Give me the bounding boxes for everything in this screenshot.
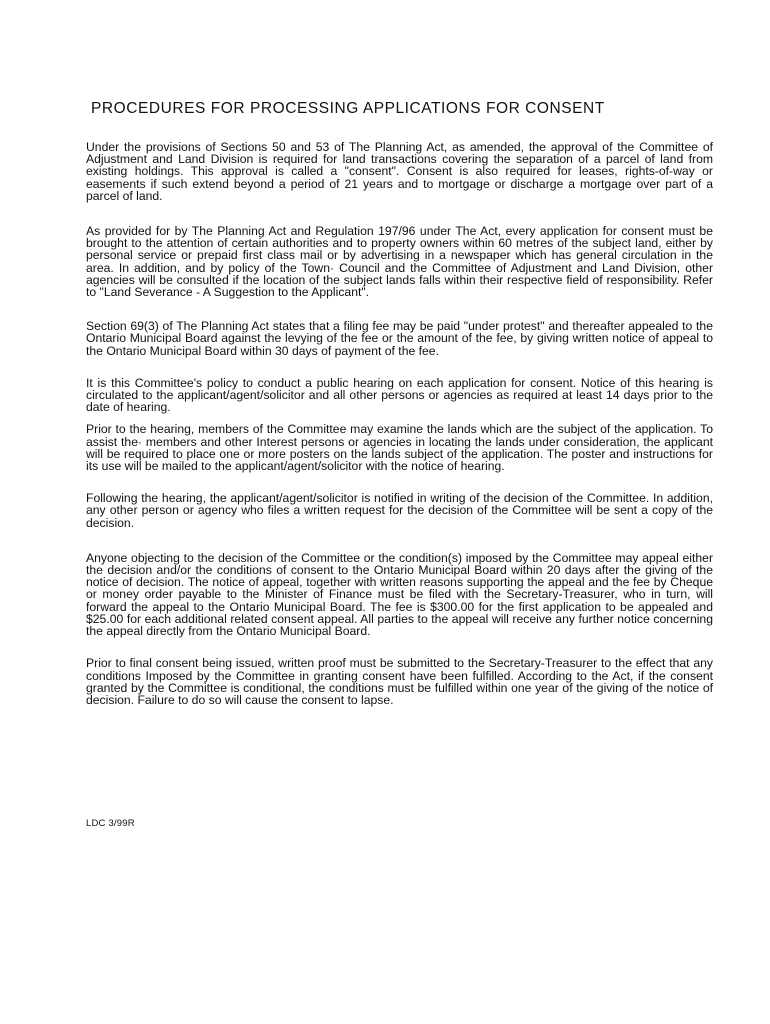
- paragraph-public-hearing: It is this Committee's policy to conduct a public hearing on each application for consent. Notice of this hearing is circulated to the applicant/agent/solicitor and all other persons or agencies as required at least 14 days prior to the date of hearing.: [86, 375, 713, 415]
- paragraph-final-consent: Prior to final consent being issued, written proof must be submitted to the Secretary-Treasurer to the effect that any conditions Imposed by the Committee in granting consent have been fulfilled. According to the Act, if the consent granted by the Committee is conditional, the conditions must be fulfilled within one year of the giving of the notice of decision. Failure to do so will cause the consent to lapse.: [86, 656, 713, 707]
- paragraph-site-examination: Prior to the hearing, members of the Committee may examine the lands which are the subject of the application. To assist the· members and other Interest persons or agencies in locating the lands under consideration, the applicant will be required to place one or more posters on the lands subject of the application. The poster and instructions for its use will be mailed to the applicant/agent/solicitor with the notice of hearing.: [86, 422, 713, 474]
- form-code: LDC 3/99R: [86, 818, 135, 829]
- paragraph-notification: As provided for by The Planning Act and Regulation 197/96 under The Act, every application for consent must be brought to the attention of certain authorities and to property owners within 60 metres of the subject land, either by personal service or prepaid first class mail or by advertising in a newspaper which has general circulation in the area. In addition, and by policy of the Town· Council and the Committee of Adjustment and Land Division, other agencies will be consulted if the location of the subject lands falls within their respective field of responsibility. Refer to "Land Severance - A Suggestion to the Applicant".: [86, 224, 713, 300]
- document-body: [86, 141, 713, 706]
- paragraph-filing-fee: Section 69(3) of The Planning Act states that a filing fee may be paid "under protest" and thereafter appealed to the Ontario Municipal Board against the levying of the fee or the amount of the fee, by giving written notice of appeal to the Ontario Municipal Board within 30 days of payment of the fee.: [86, 319, 713, 358]
- paragraph-consent-requirements: Under the provisions of Sections 50 and 53 of The Planning Act, as amended, the approval of the Committee of Adjustment and Land Division is required for land transactions covering the separation of a parcel of land from existing holdings. This approval is called a "consent". Consent is also required for leases, rights-of-way or easements if such extend beyond a period of 21 years and to mortgage or discharge a mortgage over part of a parcel of land.: [86, 140, 713, 203]
- paragraph-decision-notice: Following the hearing, the applicant/agent/solicitor is notified in writing of the decision of the Committee. In addition, any other person or agency who files a written request for the decision of the Committee will be sent a copy of the decision.: [86, 491, 713, 530]
- document-title: PROCEDURES FOR PROCESSING APPLICATIONS FOR CONSENT: [91, 100, 605, 117]
- paragraph-appeal: Anyone objecting to the decision of the Committee or the condition(s) imposed by the Committee may appeal either the decision and/or the conditions of consent to the Ontario Municipal Board within 20 days after the giving of the notice of decision. The notice of appeal, together with written reasons supporting the appeal and the fee by Cheque or money order payable to the Minister of Finance must be filed with the Secretary-Treasurer, who in turn, will forward the appeal to the Ontario Municipal Board. The fee is $300.00 for the first application to be appealed and $25.00 for each additional related consent appeal. All parties to the appeal will receive any further notice concerning the appeal directly from the Ontario Municipal Board.: [86, 550, 713, 639]
